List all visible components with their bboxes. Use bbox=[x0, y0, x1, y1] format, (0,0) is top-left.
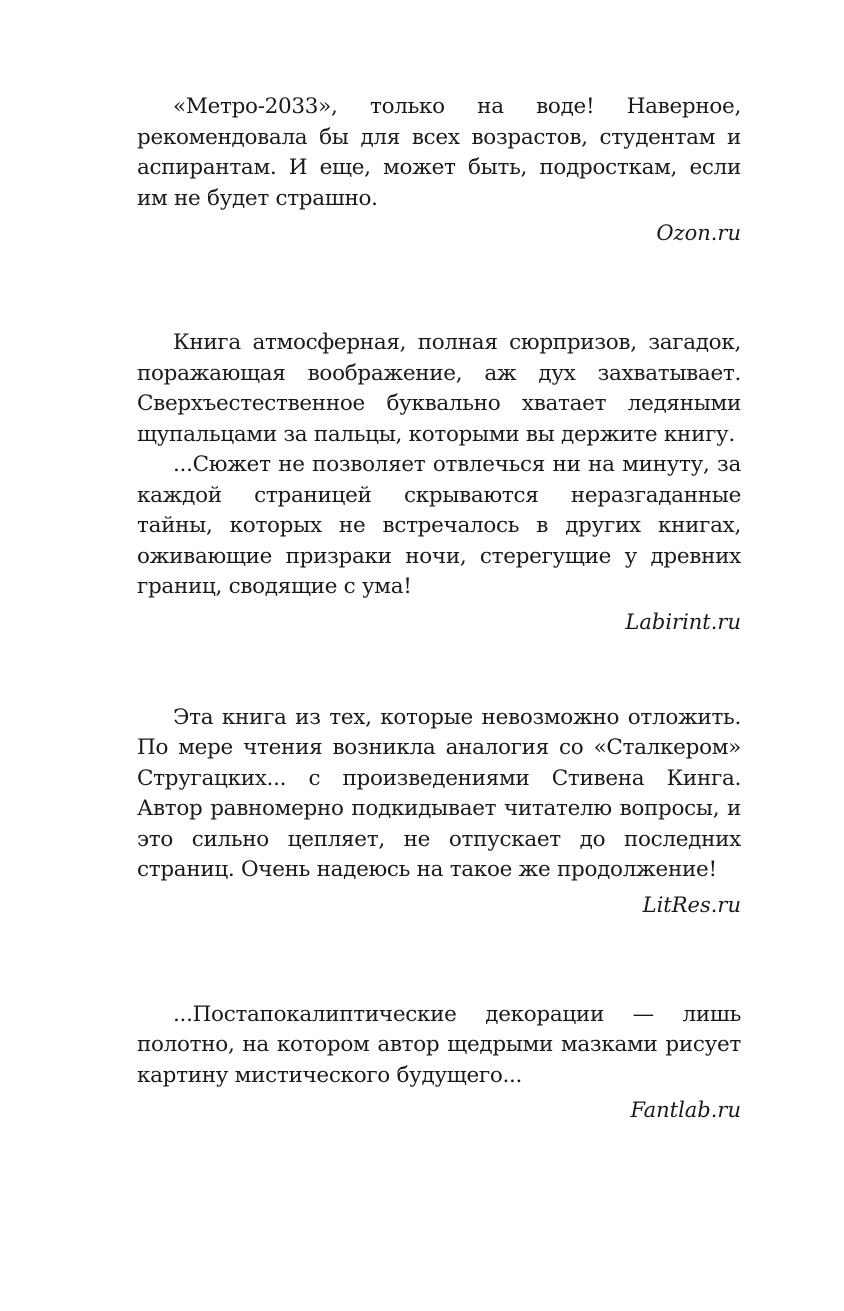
review-paragraph: ...Постапокалиптические декорации — лишь полотно, на котором автор щедрыми мазками рисует картину мистического будущего... bbox=[137, 1001, 741, 1088]
review-paragraph: ...Сюжет не позволяет отвлечься ни на минуту, за каждой страницей скрываются неразгаданные тайны, которых не встречалось в других книгах, оживающие призраки ночи, стерегущие у древних границ, сводящие с ума! bbox=[137, 452, 741, 599]
review-source: Ozon.ru bbox=[656, 221, 741, 245]
review-source: LitRes.ru bbox=[642, 892, 741, 917]
review-source: Labirint.ru bbox=[625, 609, 741, 634]
review-paragraph: Книга атмосферная, полная сюрпризов, загадок, поражающая воображение, аж дух захватывает. Сверхъестественное буквально хватает ледяными щупальцами за пальцы, которыми вы держите книгу. bbox=[137, 330, 741, 447]
review-litres bbox=[137, 703, 741, 920]
review-source: Fantlab.ru bbox=[630, 1098, 741, 1122]
review-ozon bbox=[137, 92, 741, 248]
review-fantlab bbox=[137, 1000, 741, 1126]
section-spacer bbox=[137, 920, 741, 1000]
section-spacer bbox=[137, 637, 741, 703]
review-paragraph: Эта книга из тех, которые невозможно отложить. По мере чтения возникла аналогия со «Сталкером» Стругацких... с произведениями Стивена Кинга. Автор равномерно подкидывает читателю вопросы, и это сильно цепляет, не отпускает до последних страниц. Очень надеюсь на такое же продолжение! bbox=[137, 704, 741, 882]
section-spacer bbox=[137, 248, 741, 328]
review-labirint bbox=[137, 328, 741, 637]
review-paragraph: «Метро-2033», только на воде! Наверное, рекомендовала бы для всех возрастов, студентам и аспирантам. И еще, может быть, подросткам, если им не будет страшно. bbox=[137, 94, 741, 211]
page-content bbox=[137, 92, 741, 1125]
